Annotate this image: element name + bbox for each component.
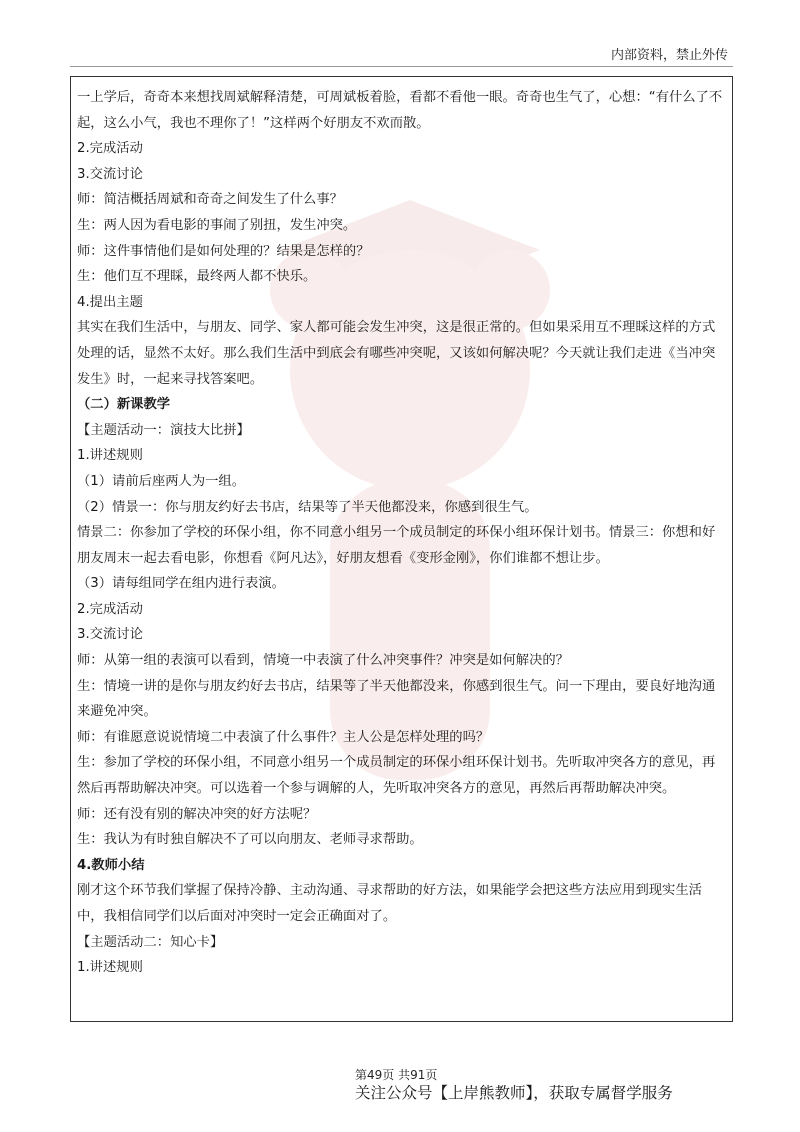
paragraph: 2.完成活动 bbox=[77, 141, 143, 157]
paragraph: （1）请前后座两人为一组。 bbox=[77, 473, 246, 489]
paragraph: 【主题活动一：演技大比拼】 bbox=[77, 422, 250, 438]
paragraph: 其实在我们生活中，与朋友、同学、家人都可能会发生冲突，这是很正常的。但如果采用互不理睬这样的方式处理的话，显然不太好。那么我们生活中到底会有哪些冲突呢，又该如何解决呢？今天就让我们走进《当冲突发生》时，一起来寻找答案吧。 bbox=[77, 320, 716, 387]
paragraph: 生：参加了学校的环保小组，不同意小组另一个成员制定的环保小组环保计划书。先听取冲突各方的意见，再然后再帮助解决冲突。可以选着一个参与调解的人，先听取冲突各方的意见，再然后再帮助解决冲突。 bbox=[77, 755, 716, 797]
header-note: 内部资料，禁止外传 bbox=[610, 48, 728, 63]
paragraph: 师：从第一组的表演可以看到，情境一中表演了什么冲突事件？冲突是如何解决的？ bbox=[77, 653, 569, 669]
paragraph: 3.交流讨论 bbox=[77, 166, 143, 182]
paragraph: 4.提出主题 bbox=[77, 294, 143, 310]
content bbox=[77, 85, 727, 981]
paragraph: 师：有谁愿意说说情境二中表演了什么事件？主人公是怎样处理的吗？ bbox=[77, 729, 490, 745]
paragraph: 1.讲述规则 bbox=[77, 960, 143, 976]
footer-cta: 关注公众号【上岸熊教师】，获取专属督学服务 bbox=[355, 1084, 673, 1102]
paragraph: （3）请每组同学在组内进行表演。 bbox=[77, 576, 285, 592]
page-number: 第49页 共91页 bbox=[355, 1068, 438, 1082]
paragraph: （2）情景一：你与朋友约好去书店，结果等了半天他都没来，你感到很生气。 bbox=[77, 499, 538, 515]
paragraph: 生：情境一讲的是你与朋友约好去书店，结果等了半天他都没来，你感到很生气。问一下理由，要良好地沟通来避免冲突。 bbox=[77, 678, 716, 720]
paragraph: 刚才这个环节我们掌握了保持冷静、主动沟通、寻求帮助的好方法，如果能学会把这些方法应用到现实生活中，我相信同学们以后面对冲突时一定会正确面对了。 bbox=[77, 883, 702, 924]
paragraph: 师：这件事情他们是如何处理的？结果是怎样的？ bbox=[77, 243, 370, 259]
paragraph: 2.完成活动 bbox=[77, 601, 143, 617]
paragraph: （二）新课教学 bbox=[77, 397, 171, 413]
paragraph: 情景二：你参加了学校的环保小组，你不同意小组另一个成员制定的环保小组环保计划书。情景三：你想和好朋友周末一起去看电影，你想看《阿凡达》，好朋友想看《变形金刚》，你们谁都不想让步。 bbox=[77, 525, 716, 566]
header-rule bbox=[70, 66, 733, 67]
paragraph: 师：简洁概括周斌和奇奇之间发生了什么事？ bbox=[77, 192, 343, 208]
paragraph: 4.教师小结 bbox=[77, 857, 145, 873]
paragraph: 师：还有没有别的解决冲突的好方法呢？ bbox=[77, 806, 317, 822]
paragraph: 1.讲述规则 bbox=[77, 448, 143, 464]
paragraph: 生：两人因为看电影的事闹了别扭，发生冲突。 bbox=[77, 217, 357, 233]
paragraph: 生：我认为有时独自解决不了可以向朋友、老师寻求帮助。 bbox=[77, 832, 423, 848]
paragraph: 【主题活动二：知心卡】 bbox=[77, 934, 224, 950]
paragraph: 生：他们互不理睬，最终两人都不快乐。 bbox=[77, 269, 317, 285]
paragraph: 3.交流讨论 bbox=[77, 627, 143, 643]
paragraph: 一上学后，奇奇本来想找周斌解释清楚，可周斌板着脸，看都不看他一眼。奇奇也生气了，心想：“有什么了不起，这么小气，我也不理你了！”这样两个好朋友不欢而散。 bbox=[77, 90, 723, 131]
